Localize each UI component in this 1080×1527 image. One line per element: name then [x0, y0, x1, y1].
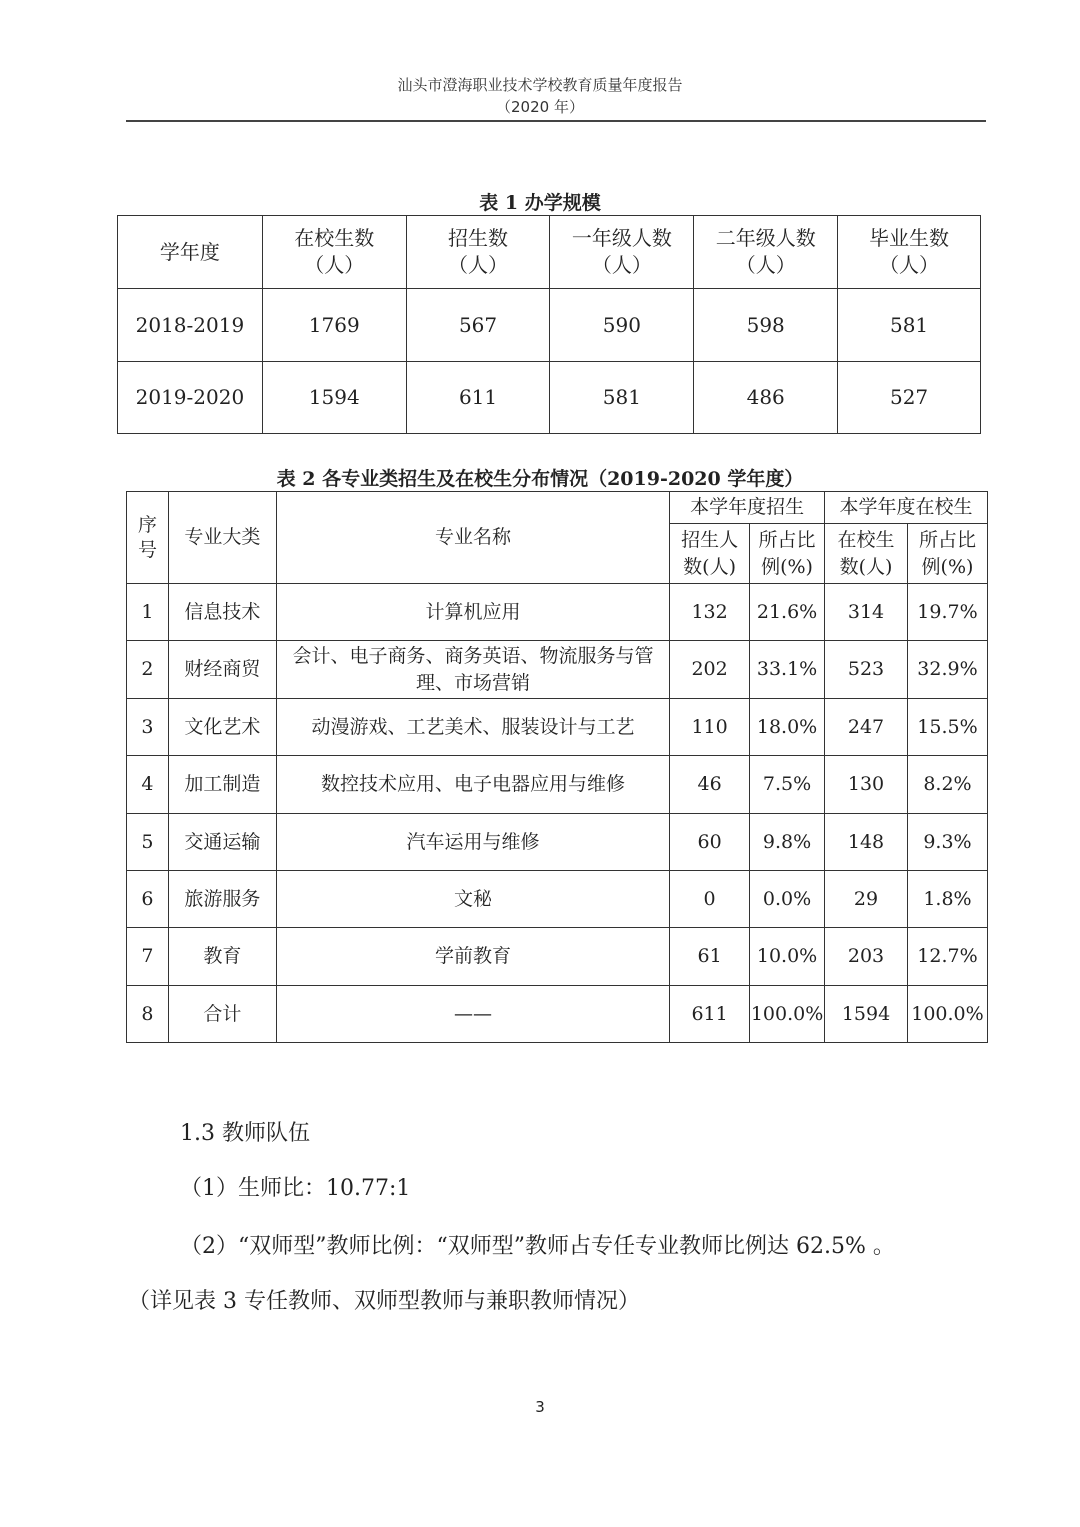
dual-teacher-ratio: （2）“双师型”教师比例：“双师型”教师占专任专业教师比例达 62.5% 。	[180, 1234, 895, 1259]
major-distribution-table	[126, 491, 988, 1043]
table-cell: 100.0%	[750, 986, 825, 1043]
table-cell: 110	[670, 699, 750, 756]
table-cell: 523	[825, 641, 908, 699]
table-cell: 527	[838, 362, 981, 434]
table-cell: 130	[825, 756, 908, 814]
table-cell: 1.8%	[907, 871, 987, 928]
table-cell: 32.9%	[907, 641, 987, 699]
header-cell-current-group: 本学年度在校生	[825, 492, 988, 524]
table-cell: 财经商贸	[168, 641, 276, 699]
table-cell: 8	[127, 986, 169, 1043]
header-cell-majors: 专业名称	[276, 492, 669, 584]
table-cell: 加工制造	[168, 756, 276, 814]
table-cell: 247	[825, 699, 908, 756]
table-cell: 33.1%	[750, 641, 825, 699]
table-row	[127, 641, 988, 699]
table-cell: 2	[127, 641, 169, 699]
table-cell: 29	[825, 871, 908, 928]
table-cell: 100.0%	[907, 986, 987, 1043]
table-cell: 9.3%	[907, 814, 987, 871]
page-header	[0, 74, 1080, 118]
header-cell-index: 序 号	[127, 492, 169, 584]
table-cell: 21.6%	[750, 584, 825, 641]
table1-caption: 表 1 办学规模	[479, 192, 601, 214]
table-cell: 文秘	[276, 871, 669, 928]
table-cell: 1769	[262, 289, 406, 362]
table-row	[118, 362, 981, 434]
table-cell: 5	[127, 814, 169, 871]
table-cell: 611	[670, 986, 750, 1043]
table-cell: 7	[127, 928, 169, 986]
table3-reference: （详见表 3 专任教师、双师型教师与兼职教师情况）	[128, 1289, 640, 1314]
table-cell: 学前教育	[276, 928, 669, 986]
section-heading: 1.3 教师队伍	[180, 1121, 310, 1146]
table-cell: 15.5%	[907, 699, 987, 756]
school-scale-table	[117, 215, 981, 434]
header-cell: 学年度	[118, 216, 263, 289]
table-row-total	[127, 986, 988, 1043]
report-year: （2020 年）	[496, 98, 584, 116]
table2-caption: 表 2 各专业类招生及在校生分布情况（2019-2020 学年度）	[276, 468, 804, 490]
table-cell: 教育	[168, 928, 276, 986]
table-cell: 2019-2020	[118, 362, 263, 434]
table-cell: 46	[670, 756, 750, 814]
table-cell: 动漫游戏、工艺美术、服装设计与工艺	[276, 699, 669, 756]
table-cell: 计算机应用	[276, 584, 669, 641]
table-cell: 0.0%	[750, 871, 825, 928]
table-row	[127, 928, 988, 986]
table-cell: 148	[825, 814, 908, 871]
table-row	[127, 699, 988, 756]
table-header-row	[118, 216, 981, 289]
header-cell: 毕业生数 （人）	[838, 216, 981, 289]
header-cell-enroll-group: 本学年度招生	[670, 492, 825, 524]
table-cell: 132	[670, 584, 750, 641]
table-cell: 0	[670, 871, 750, 928]
table-cell: 590	[550, 289, 694, 362]
table-cell: 文化艺术	[168, 699, 276, 756]
table-cell: 567	[406, 289, 550, 362]
table-cell: 611	[406, 362, 550, 434]
table-cell: 1594	[825, 986, 908, 1043]
table-cell: 2018-2019	[118, 289, 263, 362]
table-cell: 会计、电子商务、商务英语、物流服务与管理、市场营销	[276, 641, 669, 699]
page-number: 3	[535, 1398, 545, 1416]
table-cell: 1	[127, 584, 169, 641]
header-divider	[126, 120, 986, 122]
header-cell: 在校生数 （人）	[262, 216, 406, 289]
table-cell: 4	[127, 756, 169, 814]
table-cell: 598	[694, 289, 838, 362]
table-cell: 9.8%	[750, 814, 825, 871]
table-cell: 18.0%	[750, 699, 825, 756]
table-row	[127, 584, 988, 641]
header-cell: 在校生 数(人)	[825, 524, 908, 584]
table-cell: 19.7%	[907, 584, 987, 641]
table-cell: 60	[670, 814, 750, 871]
table-row	[127, 756, 988, 814]
table-cell: 交通运输	[168, 814, 276, 871]
table-cell: 581	[838, 289, 981, 362]
table-cell: 3	[127, 699, 169, 756]
table-cell: ——	[276, 986, 669, 1043]
table-cell: 6	[127, 871, 169, 928]
table-cell: 合计	[168, 986, 276, 1043]
table-cell: 旅游服务	[168, 871, 276, 928]
header-cell-category: 专业大类	[168, 492, 276, 584]
table-cell: 7.5%	[750, 756, 825, 814]
table-cell: 486	[694, 362, 838, 434]
table-cell: 汽车运用与维修	[276, 814, 669, 871]
header-cell: 一年级人数 （人）	[550, 216, 694, 289]
report-title: 汕头市澄海职业技术学校教育质量年度报告	[397, 76, 683, 94]
student-teacher-ratio: （1）生师比：10.77:1	[180, 1176, 411, 1201]
header-cell: 所占比 例(%)	[907, 524, 987, 584]
table-cell: 581	[550, 362, 694, 434]
table-cell: 1594	[262, 362, 406, 434]
table-cell: 61	[670, 928, 750, 986]
table-cell: 314	[825, 584, 908, 641]
table-row	[118, 289, 981, 362]
table-header-row	[127, 492, 988, 524]
table-cell: 数控技术应用、电子电器应用与维修	[276, 756, 669, 814]
table-row	[127, 871, 988, 928]
table-cell: 10.0%	[750, 928, 825, 986]
table-cell: 8.2%	[907, 756, 987, 814]
table-cell: 203	[825, 928, 908, 986]
header-cell: 招生数 （人）	[406, 216, 550, 289]
table-row	[127, 814, 988, 871]
table-cell: 202	[670, 641, 750, 699]
header-cell: 招生人 数(人)	[670, 524, 750, 584]
header-cell: 所占比 例(%)	[750, 524, 825, 584]
header-cell: 二年级人数 （人）	[694, 216, 838, 289]
table-cell: 12.7%	[907, 928, 987, 986]
table-cell: 信息技术	[168, 584, 276, 641]
